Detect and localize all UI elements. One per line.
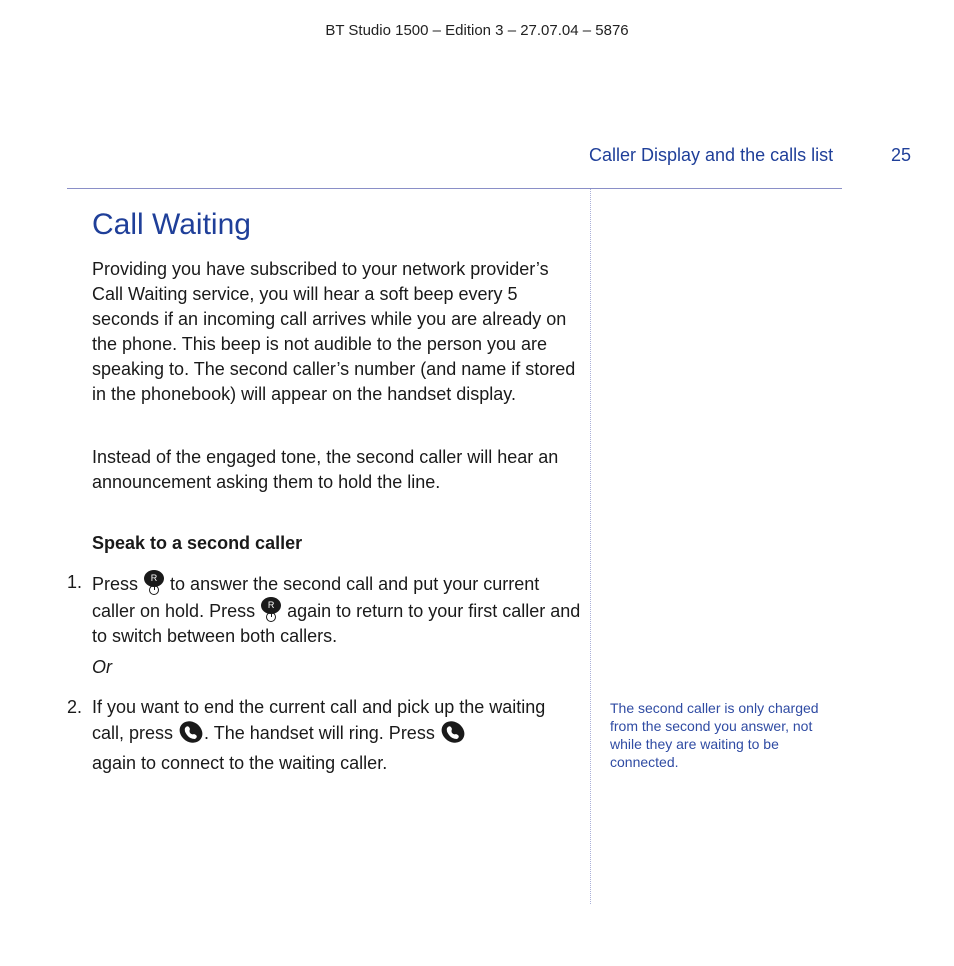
recall-button-icon (143, 570, 165, 596)
subheading: Speak to a second caller (92, 533, 303, 553)
step-1-part2: to answer the second call and put your current caller on hold. Press (92, 574, 540, 621)
engaged-tone-paragraph: Instead of the engaged tone, the second caller will hear an announcement asking them to hold the line. (92, 447, 559, 492)
recall-icon-letter: R (144, 570, 164, 587)
edition-line: BT Studio 1500 – Edition 3 – 27.07.04 – 5876 (325, 22, 629, 39)
recall-button-icon (260, 597, 282, 623)
header-rule (67, 188, 842, 189)
intro-paragraph: Providing you have subscribed to your network provider’s Call Waiting service, you will hear a soft beep every 5 seconds if an incoming call arrives while you are already on the phone. This beep is not audible to the person you are speaking to. The second caller’s number (and name if stored in the phonebook) will appear on the handset display. (92, 259, 576, 404)
step-1-number: 1. (67, 572, 83, 592)
page-heading: Call Waiting (92, 208, 251, 241)
page-number: 25 (891, 145, 912, 165)
step-2-part2: . The handset will ring. Press (204, 723, 435, 743)
talk-button-icon (178, 720, 204, 751)
or-label: Or (92, 657, 112, 677)
side-note: The second caller is only charged from the second you answer, not while they are waiting to be connected. (610, 700, 819, 770)
step-1-part1: Press (92, 574, 139, 594)
step-2-text (92, 695, 582, 776)
step-1-part3: again to return to your first caller and to switch between both callers. (92, 601, 581, 646)
recall-icon-letter: R (261, 597, 281, 614)
section-title: Caller Display and the calls list (589, 145, 834, 165)
step-1-text (92, 570, 582, 649)
step-2-part3: again to connect to the waiting caller. (92, 753, 388, 773)
step-2-part1: If you want to end the current call and pick up the waiting call, press (92, 697, 546, 743)
column-divider (590, 189, 591, 904)
step-2-number: 2. (67, 697, 83, 717)
talk-button-icon (440, 720, 466, 751)
